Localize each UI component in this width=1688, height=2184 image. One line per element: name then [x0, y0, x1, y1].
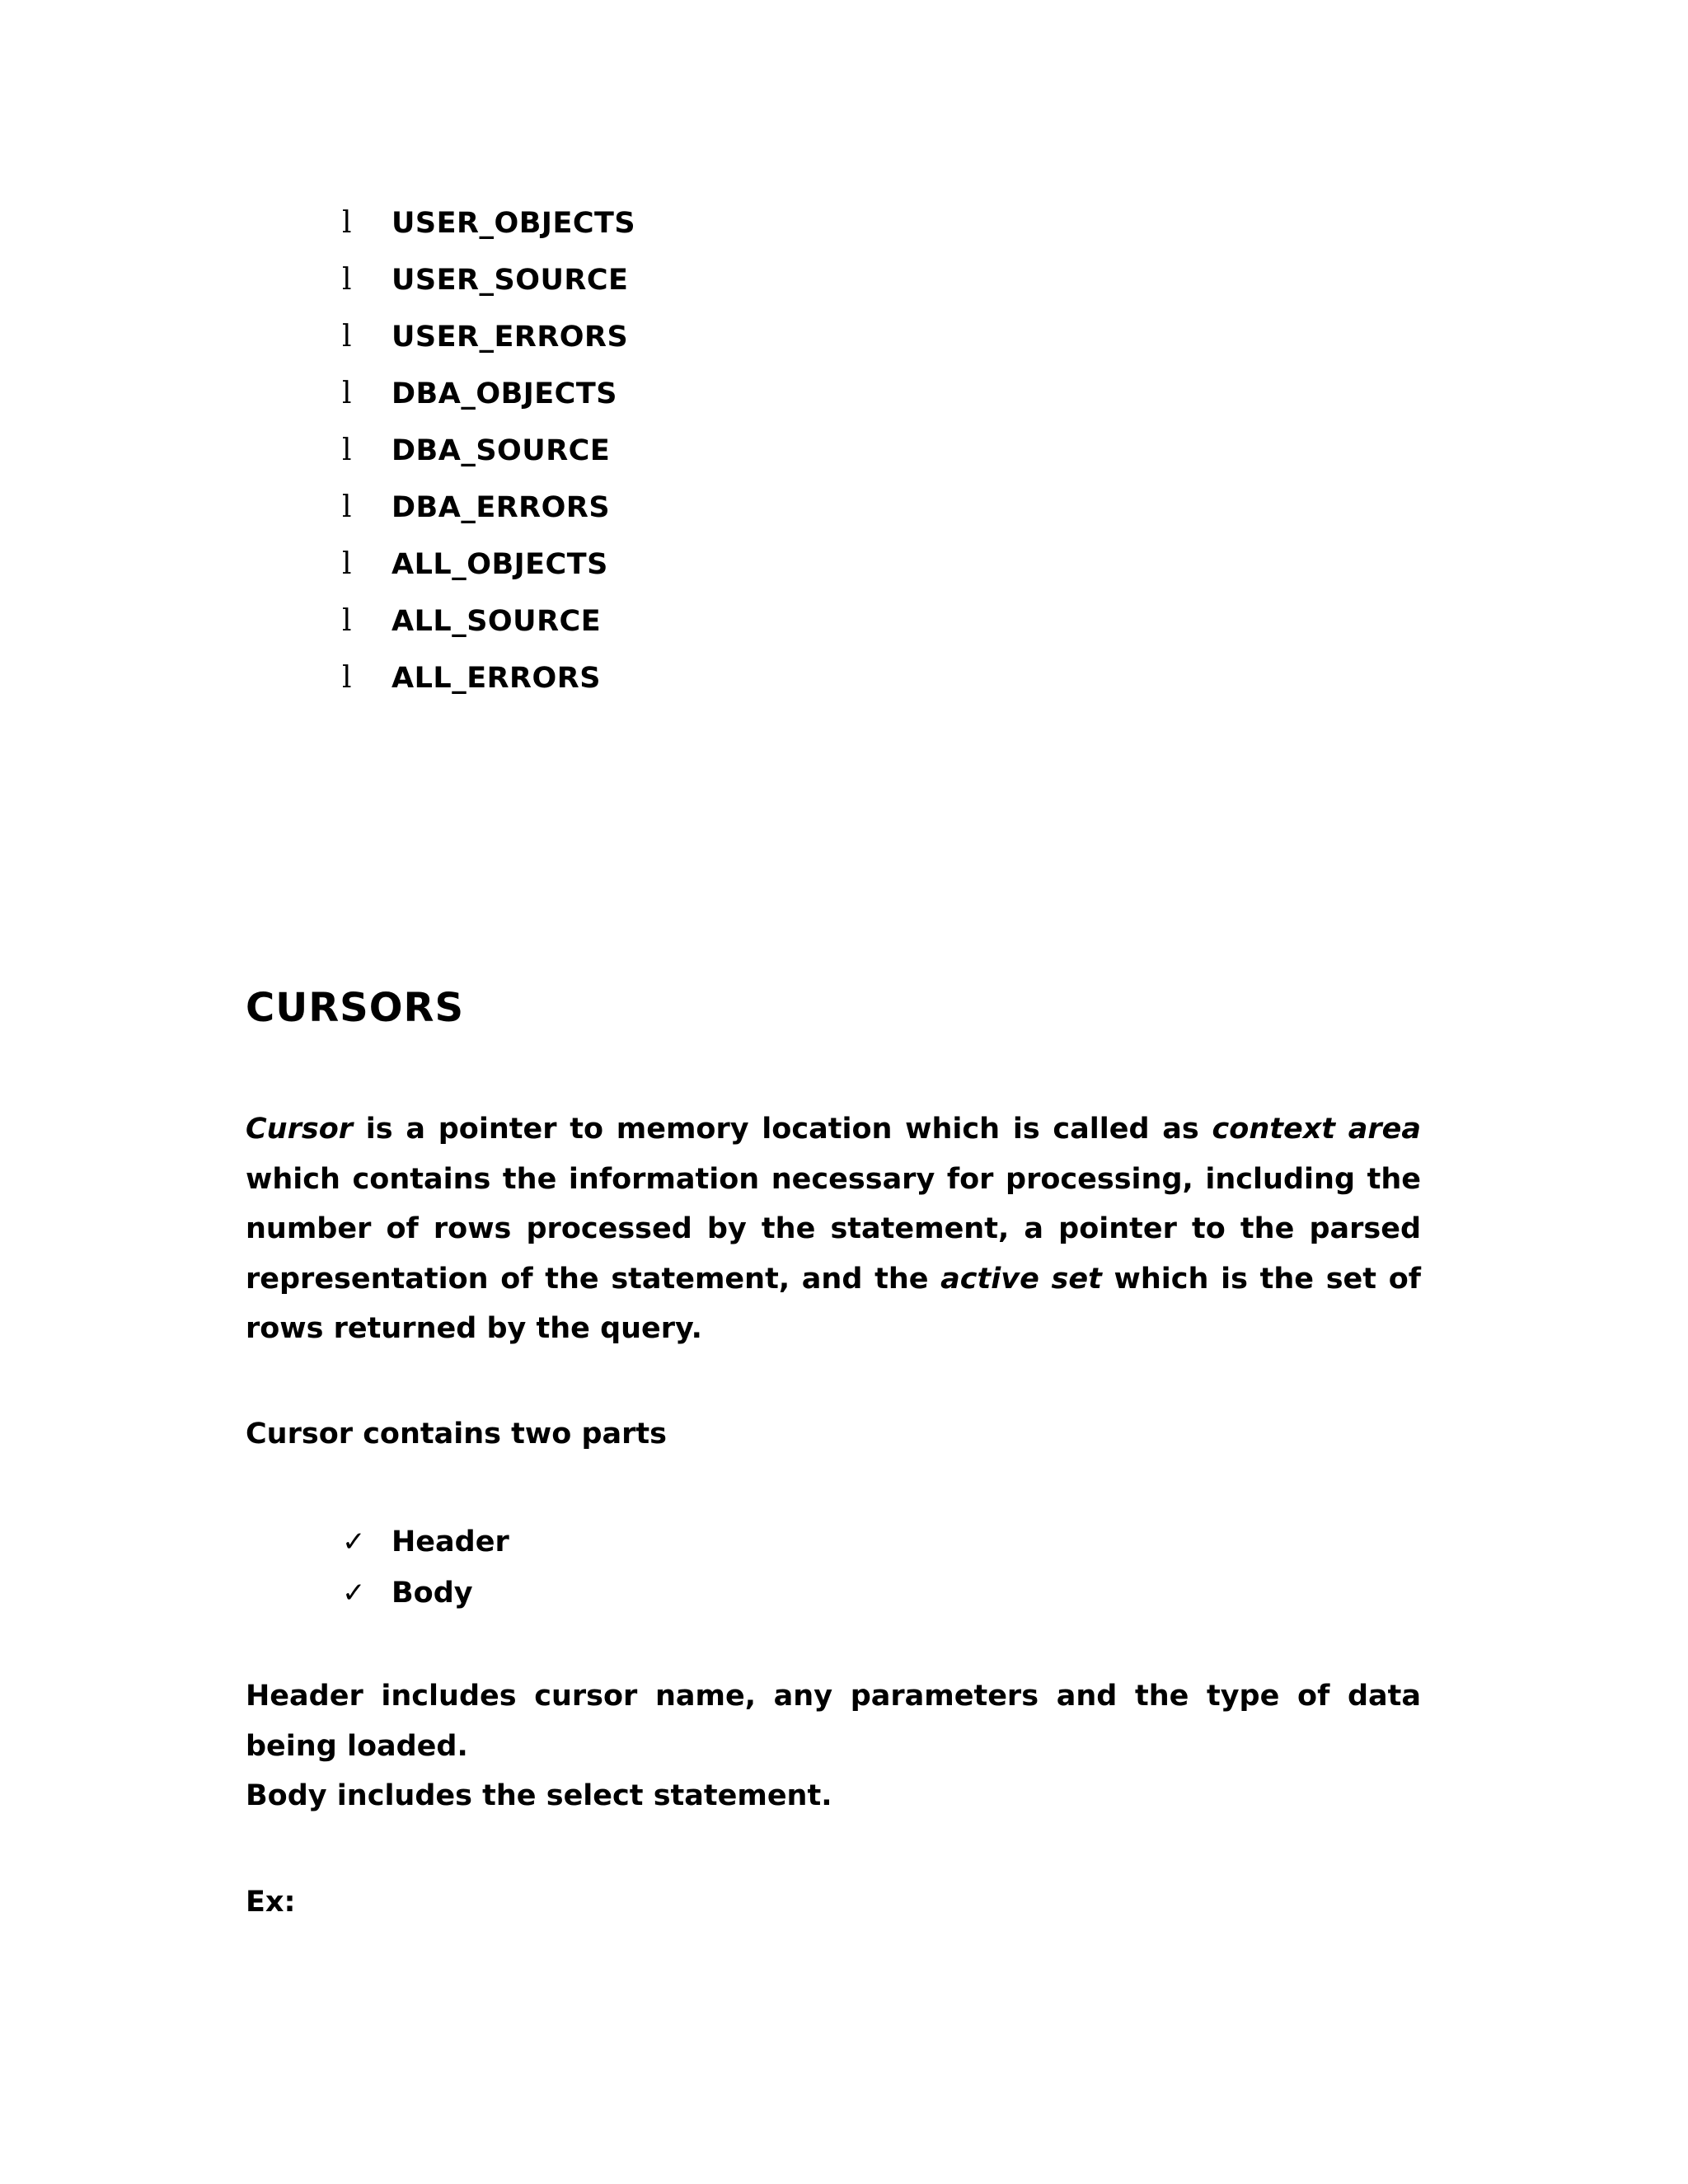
example-label: Ex: [246, 1886, 296, 1919]
bullet-marker: l [342, 433, 352, 467]
list-item [342, 1568, 509, 1619]
cursor-parts-list [342, 1516, 509, 1619]
list-item [342, 536, 635, 593]
list-item-label: USER_OBJECTS [392, 206, 636, 240]
bullet-marker: l [342, 660, 352, 695]
list-item [342, 649, 635, 706]
term-context-area: context area [1212, 1113, 1422, 1146]
list-item [342, 1516, 509, 1568]
list-item-label: Body [392, 1577, 473, 1610]
check-icon: ✓ [342, 1577, 366, 1610]
list-item-label: USER_ERRORS [392, 320, 629, 354]
term-cursor: Cursor [246, 1113, 354, 1146]
header-description: Header includes cursor name, any parameters and the type of data being loaded. [246, 1680, 1421, 1763]
bullet-marker: l [342, 603, 352, 638]
list-item [342, 251, 635, 308]
list-item-label: ALL_OBJECTS [392, 547, 608, 581]
intro-text-3: which is the set of rows returned by the query. [246, 1262, 1421, 1345]
list-item-label: ALL_ERRORS [392, 661, 601, 695]
body-description: Body includes the select statement. [246, 1779, 832, 1812]
check-icon: ✓ [342, 1526, 366, 1558]
list-item-label: DBA_SOURCE [392, 434, 611, 467]
list-item-label: Header [392, 1526, 509, 1558]
bullet-marker: l [342, 262, 352, 297]
list-item-label: USER_SOURCE [392, 263, 629, 297]
term-active-set: active set [940, 1262, 1102, 1296]
list-item-label: DBA_ERRORS [392, 490, 611, 524]
list-item [342, 308, 635, 365]
list-item [342, 479, 635, 536]
bullet-marker: l [342, 546, 352, 581]
intro-paragraph [246, 1104, 1421, 1354]
list-item-label: ALL_SOURCE [392, 604, 602, 638]
intro-text-2: which contains the information necessary for processing, including the number of rows processed by the statement, a pointer to the parsed representation of the statement, and the [246, 1162, 1421, 1296]
list-item-label: DBA_OBJECTS [392, 377, 617, 410]
bullet-marker: l [342, 490, 352, 524]
dictionary-view-list [342, 194, 635, 706]
list-item [342, 194, 635, 251]
bullet-marker: l [342, 205, 352, 240]
list-item [342, 422, 635, 479]
list-item [342, 365, 635, 422]
parts-lead-paragraph: Cursor contains two parts [246, 1418, 667, 1451]
bullet-marker: l [342, 376, 352, 410]
section-title: CURSORS [246, 985, 465, 1031]
bullet-marker: l [342, 319, 352, 354]
intro-text-1: is a pointer to memory location which is called as [353, 1113, 1212, 1146]
list-item [342, 593, 635, 649]
